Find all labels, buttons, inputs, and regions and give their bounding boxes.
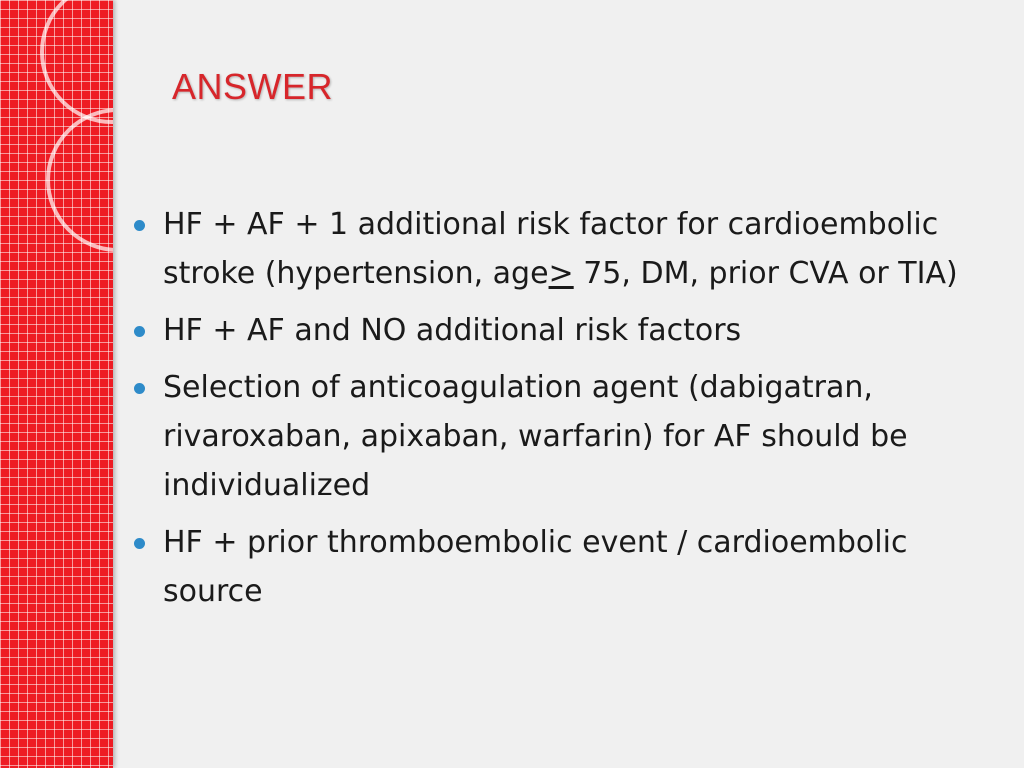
bullet-text-3: Selection of anticoagulation agent (dabigatran, rivaroxaban, apixaban, warfarin) for AF should be individualized — [163, 370, 908, 503]
decorative-circle-top — [42, 0, 113, 122]
bullet-item-3 — [132, 363, 962, 510]
bullet-item-2 — [132, 306, 962, 355]
bullet-text-2: HF + AF and NO additional risk factors — [163, 313, 742, 348]
bullet-list — [132, 200, 962, 624]
decorative-circle-bottom — [48, 110, 113, 250]
bullet-item-1 — [132, 200, 962, 298]
bullet-item-4 — [132, 518, 962, 616]
bullet-dot-icon — [134, 220, 145, 231]
slide-title: ANSWER — [172, 66, 334, 107]
decorative-side-panel — [0, 0, 113, 768]
bullet-text-1b: 75, DM, prior CVA or TIA) — [573, 256, 958, 291]
bullet-text-1a: HF + AF + 1 additional risk factor for cardioembolic stroke (hypertension, age — [163, 207, 939, 291]
bullet-dot-icon — [134, 326, 145, 337]
greater-equal-symbol: > — [548, 256, 574, 291]
decorative-circles — [0, 0, 113, 768]
bullet-dot-icon — [134, 383, 145, 394]
bullet-dot-icon — [134, 538, 145, 549]
bullet-text-4: HF + prior thromboembolic event / cardioembolic source — [163, 525, 908, 609]
